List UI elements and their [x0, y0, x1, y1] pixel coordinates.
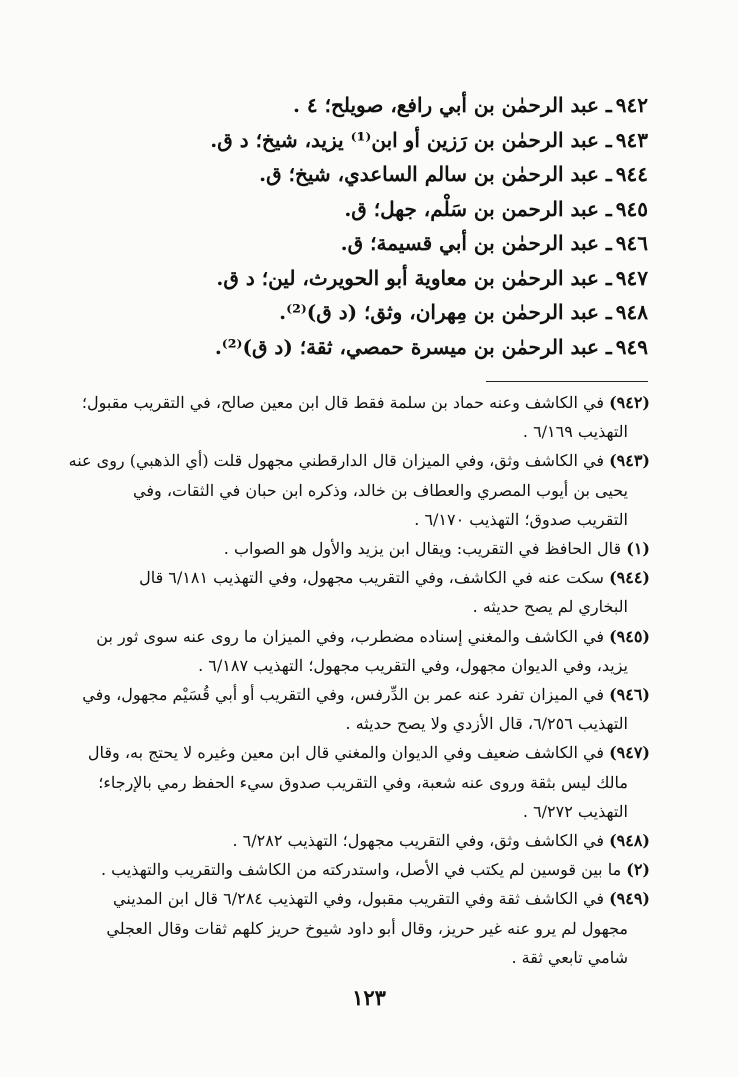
footnotes [68, 388, 650, 972]
footnote-line: يزيد، وفي الديوان مجهول، وفي التقريب مجهول؛ التهذيب ٦/١٨٧ . [198, 655, 628, 675]
entry-number: ٩٤٧ [615, 265, 648, 290]
footnote-number: (٩٤٤) [609, 568, 650, 588]
footnote-line: في الكاشف والمغني إسناده مضطرب، وفي الميزان ما روى عنه سوى ثور بن [96, 626, 604, 646]
entry-text: ـ عبد الرحمٰن بن معاوية أبو الحويرث، لين؛ د ق. [216, 265, 612, 290]
footnote-number: (٩٤٧) [609, 743, 650, 763]
footnote-line: في الكاشف ثقة وفي التقريب مقبول، وفي التهذيب ٦/٢٨٤ قال ابن المديني [113, 889, 604, 909]
footnote-number: (٢) [626, 860, 650, 880]
footnote-line: مالك ليس بثقة وروى عنه شعبة، وفي التقريب صدوق سيء الحفظ رمي بالإرجاء؛ [98, 772, 628, 792]
footnote [80, 738, 650, 826]
entry-number: ٩٤٦ [615, 231, 648, 255]
footnote [80, 563, 650, 621]
entry-number: ٩٤٤ [615, 162, 648, 186]
entry-number: ٩٤٨ [615, 300, 648, 324]
page-number: ١٢٣ [352, 985, 386, 1010]
footnote-number: (٩٤٣) [609, 451, 650, 471]
entry-text: ـ عبد الرحمٰن بن رَزين أو ابن⁽¹⁾ يزيد، شيخ؛ د ق. [210, 127, 612, 152]
footnote-number: (١) [626, 539, 650, 559]
footnote-number: (٩٤٩) [609, 889, 650, 909]
entry [88, 295, 648, 330]
footnote-line: في الكاشف وثق، وفي الميزان قال الدارقطني مجهول قلت (أي الذهبي) روى عنه [68, 451, 604, 471]
entry-number: ٩٤٣ [615, 127, 648, 152]
entry [88, 192, 648, 227]
entry-text: ـ عبد الرحمٰن بن أبي قسيمة؛ ق. [340, 231, 612, 255]
entry-text: ـ عبد الرحمٰن بن مِهران، وثق؛ (د ق)⁽²⁾. [279, 300, 612, 324]
footnote [80, 622, 650, 680]
footnote-number: (٩٤٦) [609, 685, 650, 705]
entry-text: ـ عبد الرحمٰن بن ميسرة حمصي، ثقة؛ (د ق)⁽²⁾. [214, 334, 612, 359]
footnote [80, 388, 650, 446]
footnote-line: البخاري لم يصح حديثه . [472, 597, 628, 617]
entries-list [88, 88, 648, 364]
entry-text: ـ عبد الرحمٰن بن سالم الساعدي، شيخ؛ ق. [259, 162, 612, 186]
footnote-line: سكت عنه في الكاشف، وفي التقريب مجهول، وفي التهذيب ٦/١٨١ قال [139, 568, 604, 588]
entry-text: ـ عبد الرحمن بن سَلْم، جهل؛ ق. [344, 196, 612, 221]
entry [88, 88, 648, 123]
entry [88, 261, 648, 296]
footnote [80, 534, 650, 563]
footnote-line: في الميزان تفرد عنه عمر بن الدِّرفس، وفي التقريب أو أبي قُسَيْم مجهول، وفي [82, 685, 604, 705]
footnote [80, 680, 650, 738]
entry-number: ٩٤٩ [615, 334, 648, 359]
footnote-line: التهذيب ٦/٢٧٢ . [522, 801, 628, 821]
footnote-line: التهذيب ٦/٢٥٦، قال الأزدي ولا يصح حديثه . [345, 714, 628, 734]
entry [88, 123, 648, 158]
footnote-number: (٩٤٨) [609, 831, 650, 851]
entry [88, 226, 648, 261]
footnote-line: شامي تابعي ثقة . [511, 947, 628, 967]
footnote-line: يحيى بن أيوب المصري والعطاف بن خالد، وذكره ابن حبان في الثقات، وفي [133, 480, 628, 500]
footnote-line: مجهول لم يرو عنه غير حريز، وقال أبو داود شيوخ حريز كلهم ثقات وقال العجلي [106, 918, 628, 938]
entry [88, 330, 648, 365]
entry-number: ٩٤٢ [615, 93, 648, 117]
footnote-line: قال الحافظ في التقريب: ويقال ابن يزيد والأول هو الصواب . [223, 539, 622, 559]
footnote-number: (٩٤٢) [609, 393, 650, 412]
footnote-line: في الكاشف ضعيف وفي الديوان والمغني قال ابن معين وغيره لا يحتج به، وقال [87, 743, 604, 763]
footnote-number: (٩٤٥) [609, 626, 650, 646]
footnote [68, 446, 650, 534]
footnote-line: التهذيب ٦/١٦٩ . [522, 422, 628, 442]
footnote [80, 855, 650, 884]
entry-text: ـ عبد الرحمٰن بن أبي رافع، صويلح؛ ٤ . [292, 93, 612, 117]
footnote [80, 884, 650, 972]
footnote-line: في الكاشف وثق، وفي التقريب مجهول؛ التهذيب ٦/٢٨٢ . [232, 831, 604, 851]
footnote-line: ما بين قوسين لم يكتب في الأصل، واستدركته من الكاشف والتقريب والتهذيب . [100, 860, 622, 880]
footnote-line: التقريب صدوق؛ التهذيب ٦/١٧٠ . [414, 509, 628, 529]
footnote-divider [486, 381, 648, 382]
entry-number: ٩٤٥ [615, 196, 648, 221]
footnote [80, 826, 650, 855]
footnote-line: في الكاشف وعنه حماد بن سلمة فقط قال ابن معين صالح، في التقريب مقبول؛ [81, 393, 604, 412]
entry [88, 157, 648, 192]
